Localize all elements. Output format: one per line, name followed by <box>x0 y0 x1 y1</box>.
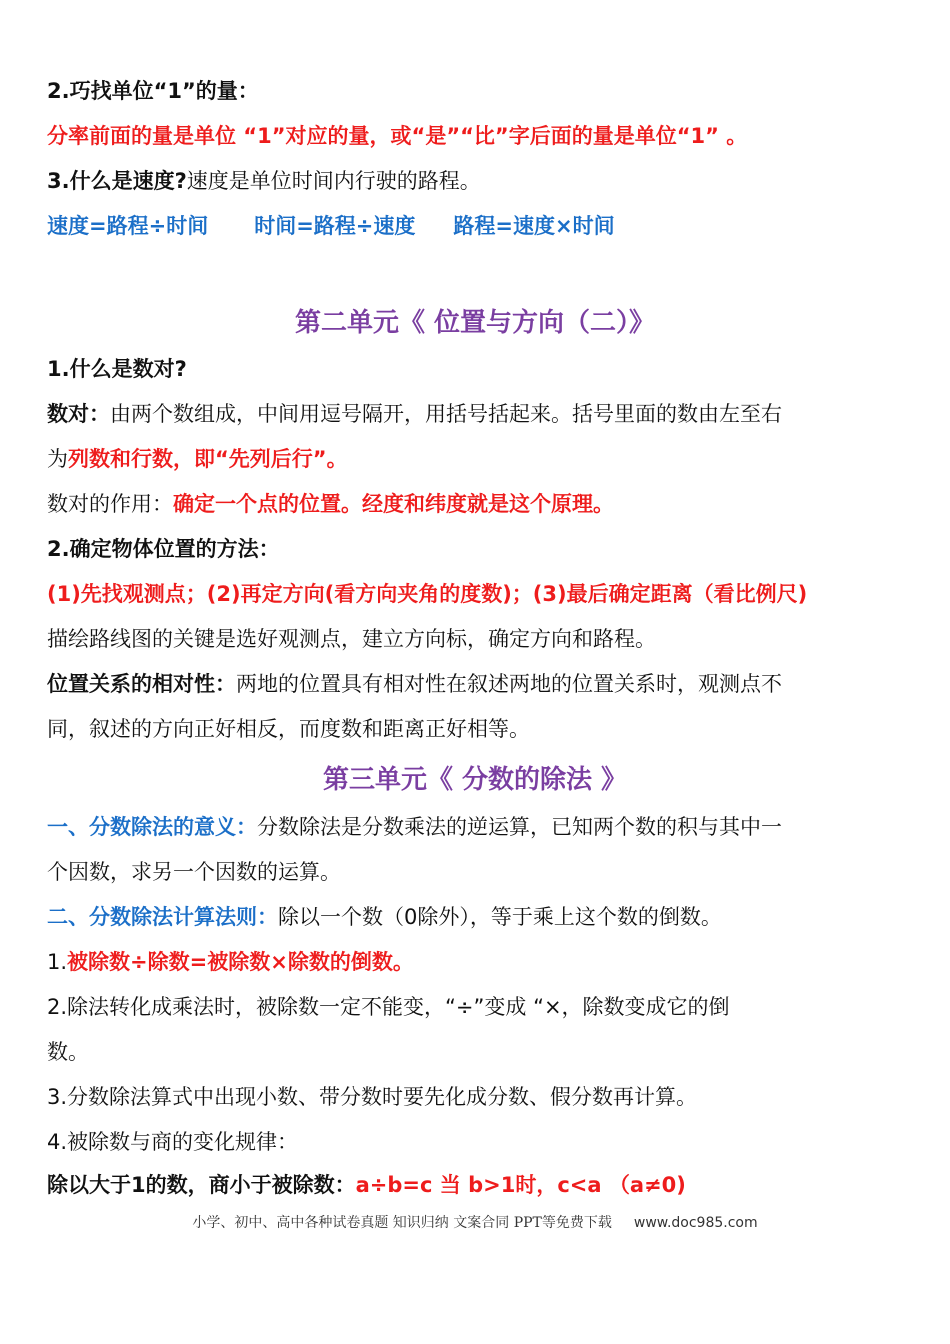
quotient-rule <box>47 1170 907 1200</box>
unit-two-heading: 第二单元《 位置与方向（二）》 <box>294 308 656 338</box>
rule-item-1 <box>47 947 907 977</box>
division-meaning-text: 分数除法是分数乘法的逆运算，已知两个数的积与其中一 <box>257 815 782 839</box>
number-pair-prefix: 为 <box>47 447 68 471</box>
section-title-unit-one: 2.巧找单位“1”的量： <box>47 79 259 103</box>
division-meaning-line-2: 个因数，求另一个因数的运算。 <box>47 860 341 884</box>
number-pair-term: 数对： <box>47 402 110 426</box>
footer-text: 小学、初中、高中各种试卷真题 知识归纳 文案合同 PPT等免费下载 <box>192 1215 612 1231</box>
unit-one-rule: 分率前面的量是单位 “1”对应的量，或“是”“比”字后面的量是单位“1” 。 <box>47 124 748 148</box>
speed-question: 3.什么是速度? <box>47 169 187 193</box>
division-rule-term: 二、分数除法计算法则： <box>47 905 278 929</box>
number-pair-question: 1.什么是数对? <box>47 357 187 381</box>
relativity-line-2: 同，叙述的方向正好相反，而度数和距离正好相等。 <box>47 717 530 741</box>
quotient-rule-term: 除以大于1的数，商小于被除数： <box>47 1173 356 1197</box>
division-meaning-term: 一、分数除法的意义： <box>47 815 257 839</box>
relativity-line-1 <box>47 669 907 699</box>
route-map-key: 描绘路线图的关键是选好观测点，建立方向标，确定方向和路程。 <box>47 627 656 651</box>
number-pair-use <box>47 489 907 519</box>
formula-time: 时间=路程÷速度 <box>254 214 416 238</box>
speed-answer: 速度是单位时间内行驶的路程。 <box>186 169 481 193</box>
unit-three-heading: 第三单元《 分数的除法 》 <box>322 765 628 795</box>
column-row-rule: 列数和行数，即“先列后行”。 <box>68 447 348 471</box>
position-method-steps: (1)先找观测点；(2)再定方向(看方向夹角的度数)；(3)最后确定距离（看比例尺) <box>47 582 808 606</box>
number-pair-definition-cont <box>47 444 907 474</box>
formula-distance: 路程=速度×时间 <box>453 214 615 238</box>
rule-item-2-line-1: 2.除法转化成乘法时，被除数一定不能变，“÷”变成 “×，除数变成它的倒 <box>47 995 730 1019</box>
division-meaning-line-1 <box>47 812 907 842</box>
number-pair-text: 由两个数组成，中间用逗号隔开，用括号括起来。括号里面的数由左至右 <box>110 402 782 426</box>
division-rule-text: 除以一个数（0除外），等于乘上这个数的倒数。 <box>278 905 722 929</box>
footer <box>0 1212 950 1234</box>
number-pair-use-label: 数对的作用： <box>47 492 173 516</box>
number-pair-use-text: 确定一个点的位置。经度和纬度就是这个原理。 <box>173 492 614 516</box>
rule-item-1-number: 1. <box>47 950 68 974</box>
formula-speed: 速度=路程÷时间 <box>47 214 209 238</box>
quotient-rule-formula: a÷b=c 当 b>1时，c<a （a≠0) <box>355 1173 686 1197</box>
division-rule <box>47 902 907 932</box>
rule-item-2-line-2: 数。 <box>47 1040 89 1064</box>
rule-item-4: 4.被除数与商的变化规律： <box>47 1130 299 1154</box>
relativity-term: 位置关系的相对性： <box>47 672 236 696</box>
rule-item-3: 3.分数除法算式中出现小数、带分数时要先化成分数、假分数再计算。 <box>47 1085 698 1109</box>
speed-definition <box>47 166 907 196</box>
relativity-text: 两地的位置具有相对性在叙述两地的位置关系时，观测点不 <box>236 672 782 696</box>
number-pair-definition <box>47 399 907 429</box>
footer-url[interactable]: www.doc985.com <box>633 1215 758 1231</box>
rule-item-1-text: 被除数÷除数=被除数×除数的倒数。 <box>67 950 414 974</box>
position-method-question: 2.确定物体位置的方法： <box>47 537 280 561</box>
speed-formulas <box>47 211 907 241</box>
